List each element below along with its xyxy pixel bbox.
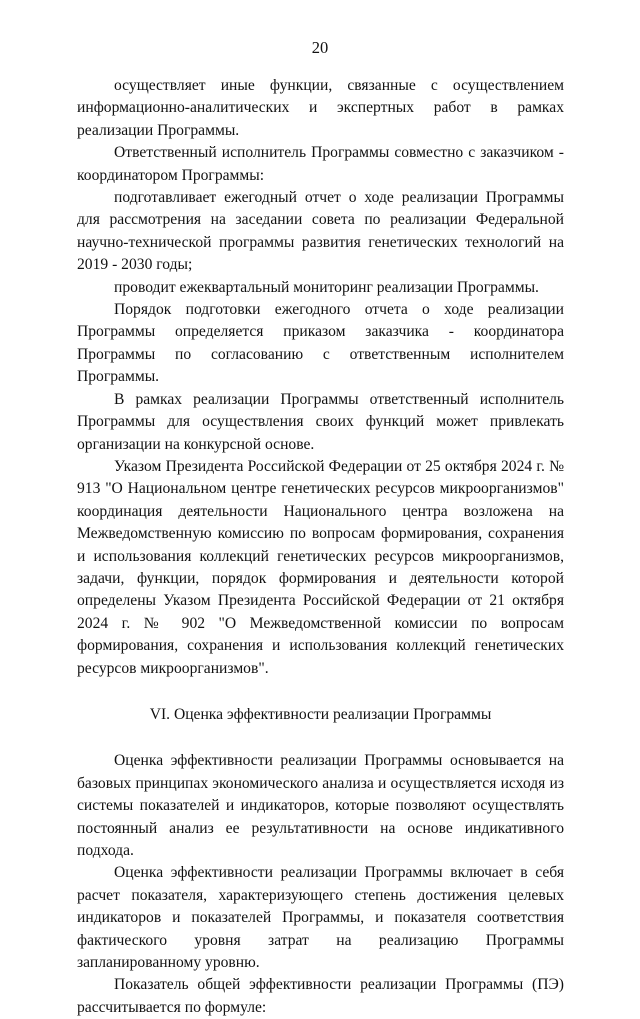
paragraph: осуществляет иные функции, связанные с осуществлением информационно-аналитических и экспертных работ в рамках реализации Программы. bbox=[77, 77, 564, 139]
paragraph: Оценка эффективности реализации Программы основывается на базовых принципах экономического анализа и осуществляется исходя из системы показателей и индикаторов, которые позволяют осуществлять постоянный анализ ее результативности на основе индикативного подхода. bbox=[77, 752, 564, 859]
paragraph: Показатель общей эффективности реализации Программы (ПЭ) рассчитывается по формуле: bbox=[77, 976, 564, 1016]
section-heading: VI. Оценка эффективности реализации Программы bbox=[149, 705, 492, 723]
paragraph: подготавливает ежегодный отчет о ходе реализации Программы для рассмотрения на заседании совета по реализации Федеральной научно-технической программы развития генетических технологий на 2019 - 2030 годы; bbox=[77, 189, 564, 274]
paragraph: Порядок подготовки ежегодного отчета о ходе реализации Программы определяется приказом заказчика - координатора Программы по согласованию с ответственным исполнителем Программы. bbox=[77, 301, 564, 386]
page-number: 20 bbox=[311, 38, 329, 57]
paragraph: В рамках реализации Программы ответственный исполнитель Программы для осуществления своих функций может привлекать организации на конкурсной основе. bbox=[77, 390, 564, 453]
paragraph: Указом Президента Российской Федерации от 25 октября 2024 г. № 913 "О Национальном центре генетических ресурсов микроорганизмов" координация деятельности Национального центра возложена на Межведомственную комиссию по вопросам формирования, сохранения и использования коллекций генетических ресурсов микроорганизмов, задачи, функции, порядок формирования и деятельности которой определены Указом Президента Российской Федерации от 21 октября 2024 г. № 902 "О Межведомственной комиссии по вопросам формирования, сохранения и использования коллекций генетических ресурсов микроорганизмов". bbox=[77, 457, 564, 677]
paragraph: проводит ежеквартальный мониторинг реализации Программы. bbox=[114, 278, 539, 296]
document-body bbox=[77, 75, 564, 1019]
paragraph: Ответственный исполнитель Программы совместно с заказчиком - координатором Программы: bbox=[77, 144, 564, 184]
paragraph: Оценка эффективности реализации Программы включает в себя расчет показателя, характеризующего степень достижения целевых индикаторов и показателей Программы, и показателя соответствия фактического уровня затрат на реализацию Программы запланированному уровню. bbox=[77, 864, 564, 972]
